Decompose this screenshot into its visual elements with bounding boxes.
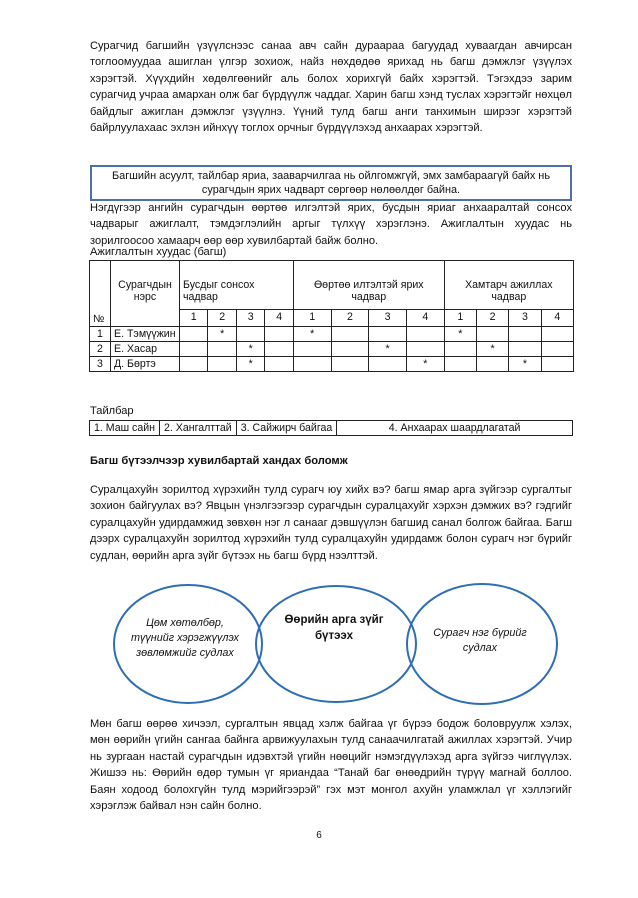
student-name: Е. Хасар xyxy=(111,342,180,357)
legend-item: 3. Сайжирч байгаа xyxy=(237,421,338,435)
paragraph-4: Мөн багш өөрөө хичээл, сургалтын явцад хэлж байгаа үг бүрээ бодож боловруулж хэлэх, мөн өөрийн үгийн сангаа байнга арвижуулахын тулд санаачилгатай ажиллах хэрэгтэй. Учир нь зургаан настай сурагчдын идэвхтэй үгийн нөөцийг нэмэгдүүлэхэд арга зүйгээ чиглүүлэх. Жишээ нь: Өөрийн өдөр тумын үг яриандаа “Танай баг өнөөдрийн түрүү магнай боллоо. Баян ходоод болохгүйн тулд мэрийгээрэй” гэх мэт монгол ахуйн уламжлал үг хэллэгийг хэрэглэж байвал нэн сайн болно. xyxy=(90,718,572,813)
mark-cell: * xyxy=(369,342,407,357)
mark-cell: * xyxy=(236,342,264,357)
scale-cell: 3 xyxy=(369,310,407,327)
venn-circle-center xyxy=(256,586,416,702)
scale-cell: 2 xyxy=(476,310,508,327)
paragraph-2: Нэгдүгээр ангийн сурагчдын өөртөө илгэлтэй ярих, бусдын яриаг анхааралтай сонсох чадварыг ажиглалт, тэмдэглэлийн аргыг түлхүү хэрэглэнэ. Ажиглалтын хуудас нь зорилгоосоо хамаарч өөр өөр хувилбартай байж болно. xyxy=(90,202,572,247)
mark-cell: * xyxy=(406,357,444,372)
mark-cell: * xyxy=(509,357,541,372)
scale-cell: 4 xyxy=(406,310,444,327)
scale-cell: 3 xyxy=(236,310,264,327)
row-number: 3 xyxy=(90,357,111,372)
row-number: 1 xyxy=(90,327,111,342)
venn-right-text: Сурагч нэг бүрийг судлах xyxy=(433,627,527,654)
callout-box: Багшийн асуулт, тайлбар яриа, зааварчилгаа нь ойлгомжгүй, эмх замбараагүй байх нь сурагчдын ярих чадварт сөргөөр нөлөөлдөг байна. xyxy=(90,165,572,201)
scale-cell: 1 xyxy=(293,310,331,327)
row-number: 2 xyxy=(90,342,111,357)
col-no: № xyxy=(90,261,111,327)
legend-item: 2. Хангалттай xyxy=(160,421,237,435)
paragraph-1: Сурагчид багшийн үзүүлснээс санаа авч сайн дураараа багуудад хуваагдан авчирсан тоглоомуудаа ашиглан үлгэр зохиож, найз нөхдөдөө ярихад нь багш дэмжлэг үзүүлэх хэрэгтэй. Хүүхдийн хөдөлгөөнийг аль болох хорихгүй байх хэрэгтэй. Тэгэхдээ зарим сурагчид учраа амархан олж баг бүрдүүлж чаддаг. Харин багш хэнд туслах хэрэгтэйг нөхцөл байдлыг ажиглан дэмжлэг үзүүлнэ. Үүний тулд багш анги танхимын ширээг хэрэгтэй байрлуулахаас эхлэн ийнхүү тоглох орчныг бүрдүүлэхэд анхаарах хэрэгтэй. xyxy=(90,40,572,135)
legend-title: Тайлбар xyxy=(90,405,134,417)
scale-cell: 1 xyxy=(444,310,476,327)
paragraph-3: Суралцахуйн зорилтод хүрэхийн тулд сурагч юу хийх вэ? багш ямар арга зүйгээр сургалтыг зохион байгуулах вэ? Явцын үнэлгээгээр сурагчдын суралцахуйг хэрхэн дэмжих вэ? гэдгийг суралцахуйн удирдамжид зөвхөн нэг л санааг дэвшүүлэн багшид санал болгож байгаа. Багш дээрх суралцахуйн зорилтод хүрэхийн тулд суралцахуйн удирдамж болон сурагч нэг бүрийг судлан, өөрийн арга зүйг бүтээх нь багш бүрд нээлттэй. xyxy=(90,484,572,562)
mark-cell: * xyxy=(293,327,331,342)
scale-cell: 1 xyxy=(180,310,208,327)
legend-item: 1. Маш сайн xyxy=(90,421,160,435)
scale-cell: 3 xyxy=(509,310,541,327)
col-student: Сурагчдын нэрс xyxy=(111,261,180,327)
legend-item: 4. Анхаарах шаардлагатай xyxy=(388,422,521,434)
scale-cell: 4 xyxy=(265,310,294,327)
mark-cell: * xyxy=(444,327,476,342)
venn-left-text: Цөм хөтөлбөр, түүнийг хэрэгжүүлэх зөвлөмжийг судлах xyxy=(131,617,239,659)
page-number: 6 xyxy=(316,830,322,841)
col-group-collab: Хамтарч ажиллах чадвар xyxy=(444,261,573,310)
col-group-listening: Бусдыг сонсох чадвар xyxy=(180,261,294,310)
mark-cell: * xyxy=(476,342,508,357)
scale-cell: 2 xyxy=(208,310,236,327)
student-name: Д. Бөртэ xyxy=(111,357,180,372)
section-heading: Багш бүтээлчээр хувилбартай хандах боломж xyxy=(90,455,348,467)
scale-cell: 2 xyxy=(331,310,369,327)
venn-center-text: Өөрийн арга зүйг бүтээх xyxy=(284,614,384,642)
mark-cell: * xyxy=(236,357,264,372)
table-caption: Ажиглалтын хуудас (багш) xyxy=(90,246,227,258)
scale-cell: 4 xyxy=(541,310,573,327)
mark-cell: * xyxy=(208,327,236,342)
student-name: Е. Тэмүүжин xyxy=(111,327,180,342)
col-group-speaking: Өөртөө илтэлтэй ярих чадвар xyxy=(293,261,444,310)
